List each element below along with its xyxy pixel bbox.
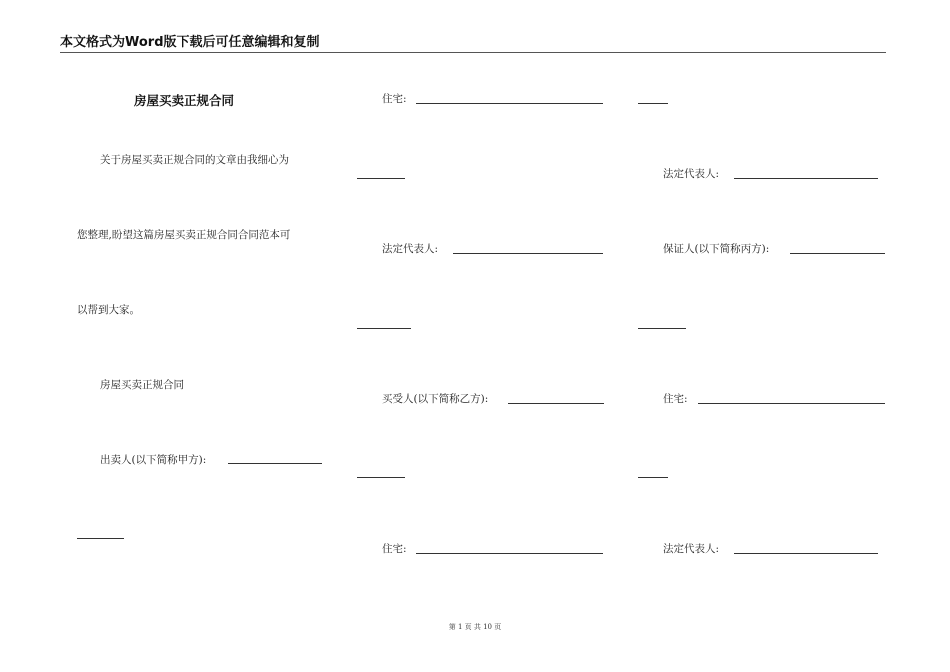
seller-label: 出卖人(以下简称甲方): xyxy=(100,454,207,466)
seller-address-blank-continued xyxy=(357,178,405,179)
seller-blank xyxy=(228,463,322,464)
buyer-legal-rep-label: 法定代表人: xyxy=(663,168,720,180)
guarantor-address-blank-continued xyxy=(638,477,668,478)
contract-subtitle: 房屋买卖正规合同 xyxy=(100,379,184,391)
guarantor-blank xyxy=(790,253,885,254)
intro-line-2: 您整理,盼望这篇房屋买卖正规合同合同范本可 xyxy=(77,229,291,241)
buyer-label: 买受人(以下简称乙方): xyxy=(382,393,489,405)
seller-legal-rep-blank xyxy=(453,253,603,254)
buyer-legal-rep-blank xyxy=(734,178,878,179)
buyer-blank-continued xyxy=(357,477,405,478)
buyer-blank xyxy=(508,403,604,404)
guarantor-label: 保证人(以下简称丙方): xyxy=(663,243,770,255)
intro-line-1: 关于房屋买卖正规合同的文章由我细心为 xyxy=(100,154,289,166)
seller-address-blank xyxy=(416,103,603,104)
guarantor-address-label: 住宅: xyxy=(663,393,688,405)
seller-blank-continued xyxy=(77,538,124,539)
guarantor-blank-continued xyxy=(638,328,686,329)
guarantor-address-blank xyxy=(698,403,885,404)
document-title: 房屋买卖正规合同 xyxy=(134,93,235,108)
buyer-address-blank xyxy=(416,553,603,554)
seller-address-label: 住宅: xyxy=(382,93,407,105)
page-number: 第 1 页 共 10 页 xyxy=(448,623,502,631)
page-header xyxy=(60,34,886,53)
intro-line-3: 以帮到大家。 xyxy=(77,304,140,316)
guarantor-legal-rep-blank xyxy=(734,553,878,554)
seller-legal-rep-label: 法定代表人: xyxy=(382,243,439,255)
buyer-address-label: 住宅: xyxy=(382,543,407,555)
guarantor-legal-rep-label: 法定代表人: xyxy=(663,543,720,555)
header-text: 本文格式为Word版下载后可任意编辑和复制 xyxy=(60,35,320,50)
seller-legal-rep-blank-continued xyxy=(357,328,411,329)
buyer-address-blank-continued xyxy=(638,103,668,104)
